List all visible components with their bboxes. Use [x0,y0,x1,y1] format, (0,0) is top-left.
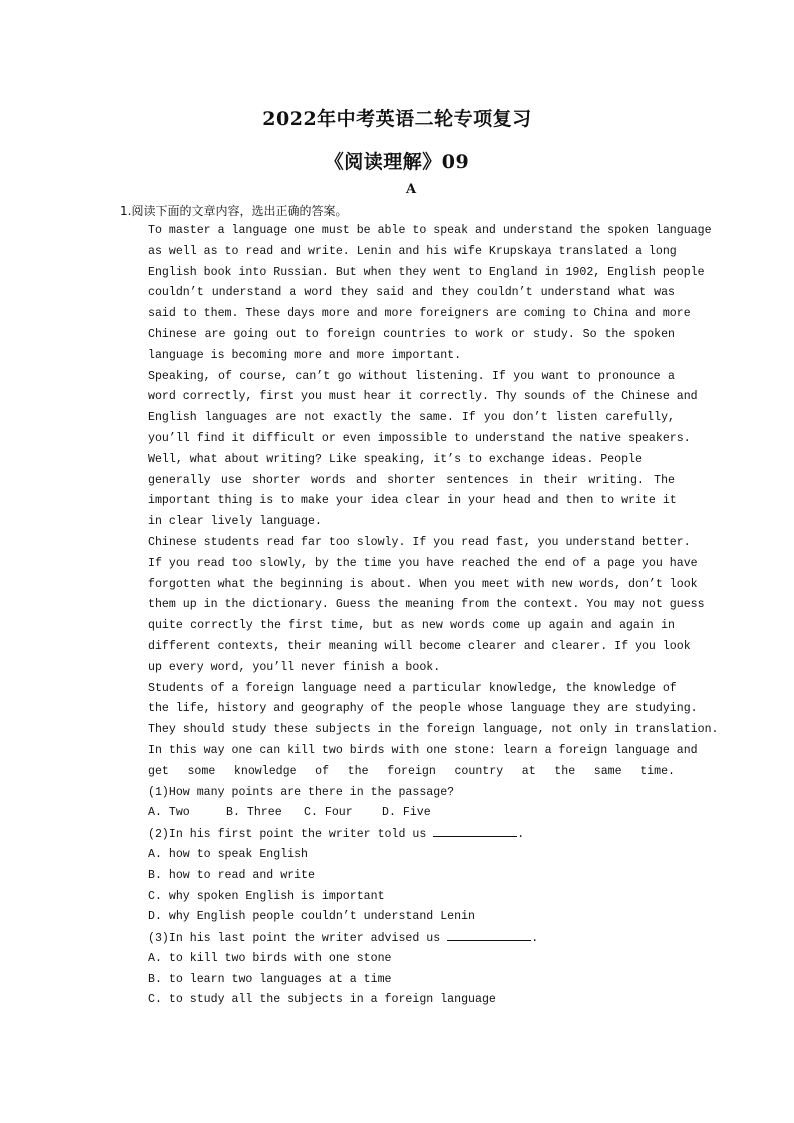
document-title: 2022年中考英语二轮专项复习 [262,108,532,130]
question-1-option-a: A. Two [148,806,190,820]
passage-line: language is becoming more and more important. [148,348,462,362]
answer-blank [433,824,517,837]
question-3-stem-line [148,928,675,949]
passage-line: They should study these subjects in the foreign language, not only in translation. [148,723,719,737]
question-3-option-b: B. to learn two languages at a time [148,972,392,986]
passage-line: Well, what about writing? Like speaking, it’s to exchange ideas. People [148,452,642,466]
section-label: A [405,182,417,197]
question-2-stem-end: . [517,828,525,842]
question-instruction: 1.阅读下面的文章内容，选出正确的答案。 [120,204,348,218]
passage-line: get some knowledge of the foreign country at the same time. [148,764,675,778]
passage-line: English book into Russian. But when they went to England in 1902, English people [148,265,705,279]
passage-line: important thing is to make your idea clear in your head and then to write it [148,494,677,508]
passage-line: Chinese students read far too slowly. If you read fast, you understand better. [148,535,691,549]
passage-line: in clear lively language. [148,515,322,529]
passage-line: If you read too slowly, by the time you have reached the end of a page you have [148,556,698,570]
passage-line: word correctly, first you must hear it correctly. Thy sounds of the Chinese and [148,390,698,404]
passage-line: Students of a foreign language need a particular knowledge, the knowledge of [148,681,677,695]
passage-line: you’ll find it difficult or even impossible to understand the native speakers. [148,431,691,445]
question-3-stem: (3)In his last point the writer advised us [148,932,441,946]
document-subtitle: 《阅读理解》09 [324,151,470,173]
passage-line: different contexts, their meaning will become clearer and clearer. If you look [148,639,691,653]
question-1-stem: (1)How many points are there in the passage? [148,785,455,799]
question-2-option-d: D. why English people couldn’t understand Lenin [148,910,475,924]
passage-line: Chinese are going out to foreign countries to work or study. So the spoken [148,327,675,341]
passage-line: up every word, you’ll never finish a book. [148,660,441,674]
question-1-options [148,803,675,824]
passage-line: generally use shorter words and shorter sentences in their writing. The [148,473,675,487]
passage-line: couldn’t understand a word they said and they couldn’t understand what was [148,286,675,300]
question-2-stem: (2)In his first point the writer told us [148,828,427,842]
passage-line: forgotten what the beginning is about. When you meet with new words, don’t look [148,577,698,591]
question-3-option-c: C. to study all the subjects in a foreign language [148,993,496,1007]
passage-line: the life, history and geography of the people whose language they are studying. [148,702,698,716]
passage-line: as well as to read and write. Lenin and his wife Krupskaya translated a long [148,244,677,258]
question-1-option-b: B. Three [226,806,282,820]
question-3-option-a: A. to kill two birds with one stone [148,951,392,965]
passage-line: To master a language one must be able to speak and understand the spoken language [148,224,712,237]
passage-line: quite correctly the first time, but as new words come up again and again in [148,619,675,633]
passage-line: said to them. These days more and more foreigners are coming to China and more [148,307,691,321]
question-1-option-d: D. Five [382,806,431,820]
answer-blank [447,928,531,941]
question-2-option-c: C. why spoken English is important [148,889,385,903]
passage-line: them up in the dictionary. Guess the meaning from the context. You may not guess [148,598,705,612]
passage-line: English languages are not exactly the same. If you don’t listen carefully, [148,411,675,425]
question-3-stem-end: . [531,932,539,946]
question-2-option-b: B. how to read and write [148,868,315,882]
passage-body [148,221,719,1011]
question-1-option-c: C. Four [304,806,353,820]
question-2-stem-line [148,824,675,845]
question-2-option-a: A. how to speak English [148,847,309,861]
passage-line: In this way one can kill two birds with one stone: learn a foreign language and [148,743,698,757]
passage-line: Speaking, of course, can’t go without listening. If you want to pronounce a [148,369,675,383]
